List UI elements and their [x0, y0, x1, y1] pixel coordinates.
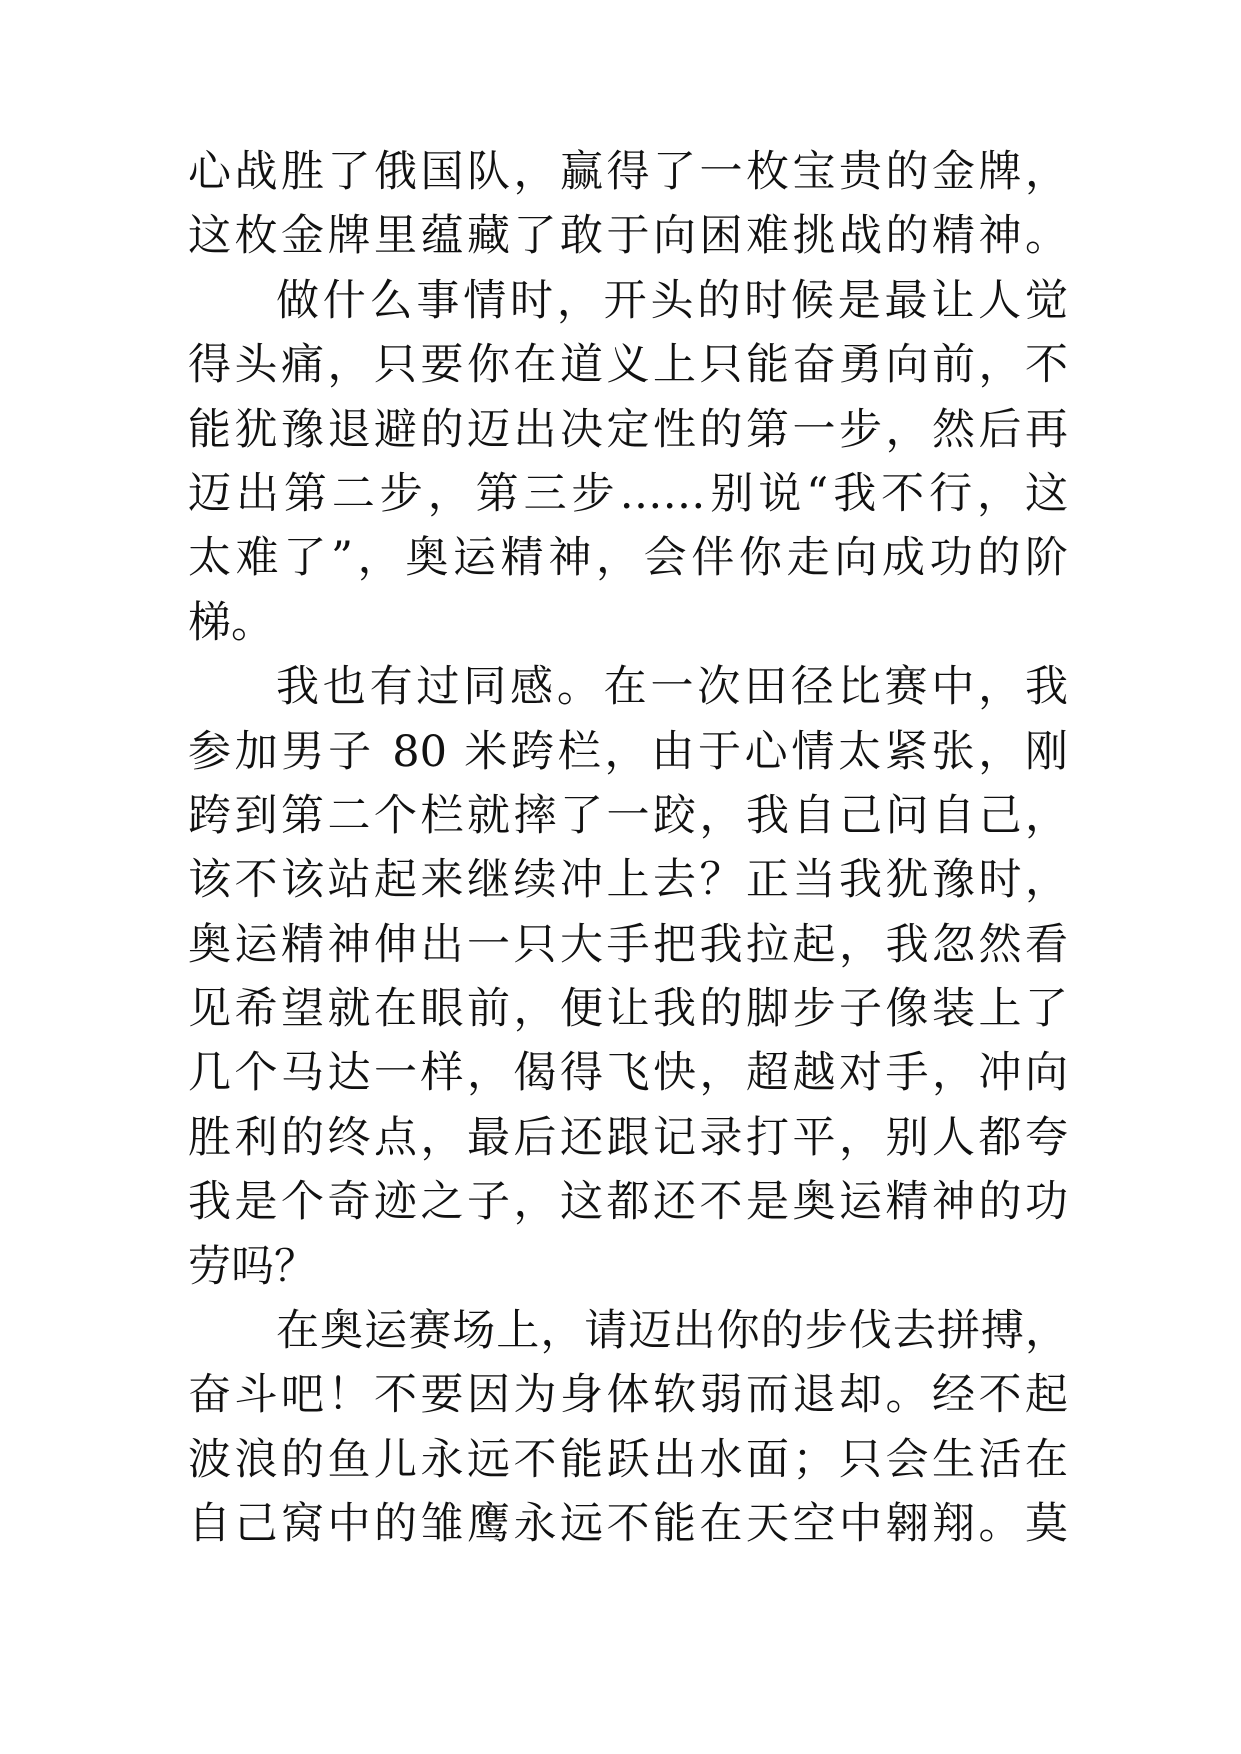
text-line: 我是个奇迹之子，这都还不是奥运精神的功: [188, 1177, 1068, 1228]
text-line: 几个马达一样，偈得飞快，超越对手，冲向: [188, 1048, 1068, 1099]
paragraph-start-line: 我也有过同感。在一次田径比赛中，我: [276, 662, 1068, 713]
text-line: 这枚金牌里蕴藏了敢于向困难挑战的精神。: [188, 211, 1068, 262]
text-line: 该不该站起来继续冲上去？正当我犹豫时，: [188, 855, 1068, 906]
text-line: 胜利的终点，最后还跟记录打平，别人都夸: [188, 1112, 1068, 1163]
text-line: 奋斗吧！不要因为身体软弱而退却。经不起: [188, 1370, 1068, 1421]
text-line: 心战胜了俄国队，赢得了一枚宝贵的金牌，: [188, 147, 1068, 197]
text-line: 能犹豫退避的迈出决定性的第一步，然后再: [188, 404, 1068, 455]
text-line: 参加男子 80 米跨栏，由于心情太紧张，刚: [188, 726, 1068, 777]
text-line: 迈出第二步，第三步……别说“我不行，这: [188, 468, 1068, 519]
text-line: 太难了”，奥运精神，会伴你走向成功的阶: [188, 533, 1068, 584]
text-line: 奥运精神伸出一只大手把我拉起，我忽然看: [188, 919, 1068, 970]
paragraph-start-line: 做什么事情时，开头的时候是最让人觉: [276, 275, 1068, 326]
text-line: 自己窝中的雏鹰永远不能在天空中翱翔。莫: [188, 1499, 1068, 1550]
document-page: [188, 140, 1068, 1557]
text-line: 波浪的鱼儿永远不能跃出水面；只会生活在: [188, 1434, 1068, 1485]
text-line: 劳吗？: [188, 1241, 317, 1292]
paragraph-start-line: 在奥运赛场上，请迈出你的步伐去拼搏，: [276, 1306, 1068, 1357]
text-line: 得头痛，只要你在道义上只能奋勇向前，不: [188, 340, 1068, 391]
text-line: 见希望就在眼前，便让我的脚步子像装上了: [188, 984, 1068, 1035]
text-line: 梯。: [188, 597, 274, 648]
text-line: 跨到第二个栏就摔了一跤，我自己问自己，: [188, 790, 1068, 841]
